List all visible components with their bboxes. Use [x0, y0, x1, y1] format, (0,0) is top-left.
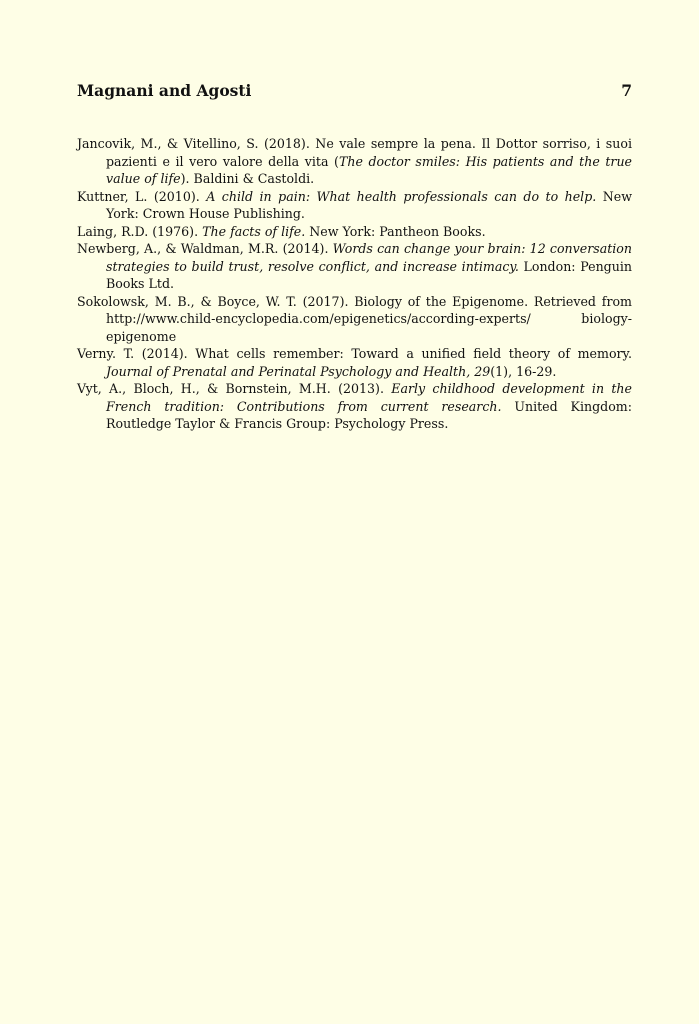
running-header	[77, 81, 632, 100]
reference-item	[77, 380, 632, 433]
reference-text: New York: Crown House Publishing.	[106, 188, 632, 221]
reference-list	[77, 135, 632, 433]
reference-text: Kuttner, L. (2010).	[77, 188, 207, 204]
reference-title: Words can change your brain: 12 conversation strategies to build trust, resolve conflict, and increase intimacy.	[106, 241, 632, 274]
reference-item	[77, 135, 632, 188]
reference-item	[77, 188, 632, 223]
reference-text: Verny. T. (2014). What cells remember: Toward a unified field theory of memory.	[77, 346, 632, 361]
reference-title: Journal of Prenatal and Perinatal Psychology and Health, 29	[106, 363, 491, 379]
reference-item	[77, 223, 632, 241]
reference-text: United Kingdom: Routledge Taylor & Francis Group: Psychology Press.	[106, 398, 632, 431]
reference-title: A child in pain: What health professionals can do to help.	[206, 188, 597, 204]
reference-text: Laing, R.D. (1976).	[77, 223, 203, 239]
reference-text: London: Penguin Books Ltd.	[106, 258, 632, 291]
reference-title: The facts of life.	[202, 223, 306, 239]
reference-text: New York: Pantheon Books.	[305, 223, 486, 239]
reference-text: ). Baldini & Castoldi.	[180, 171, 315, 186]
reference-item	[77, 293, 632, 346]
reference-item	[77, 345, 632, 380]
reference-title: The doctor smiles: His patients and the true value of life	[106, 153, 633, 186]
reference-title: Early childhood development in the French tradition: Contributions from current research.	[106, 381, 632, 414]
reference-text: Newberg, A., & Waldman, M.R. (2014).	[77, 241, 333, 256]
reference-text: (1), 16-29.	[490, 363, 557, 379]
running-title: Magnani and Agosti	[77, 81, 252, 100]
page-number: 7	[621, 81, 632, 100]
reference-text: Vyt, A., Bloch, H., & Bornstein, M.H. (2013).	[77, 381, 392, 396]
reference-text: Sokolowsk, M. B., & Boyce, W. T. (2017). Biology of the Epigenome. Retrieved from http://www.child-encyclopedia.com/epigenetics/according-experts/ biology-epigenome	[77, 293, 632, 344]
reference-text: Jancovik, M., & Vitellino, S. (2018). Ne vale sempre la pena. Il Dottor sorriso, i suoi pazienti e il vero valore della vita (	[77, 136, 632, 169]
reference-item	[77, 240, 632, 293]
